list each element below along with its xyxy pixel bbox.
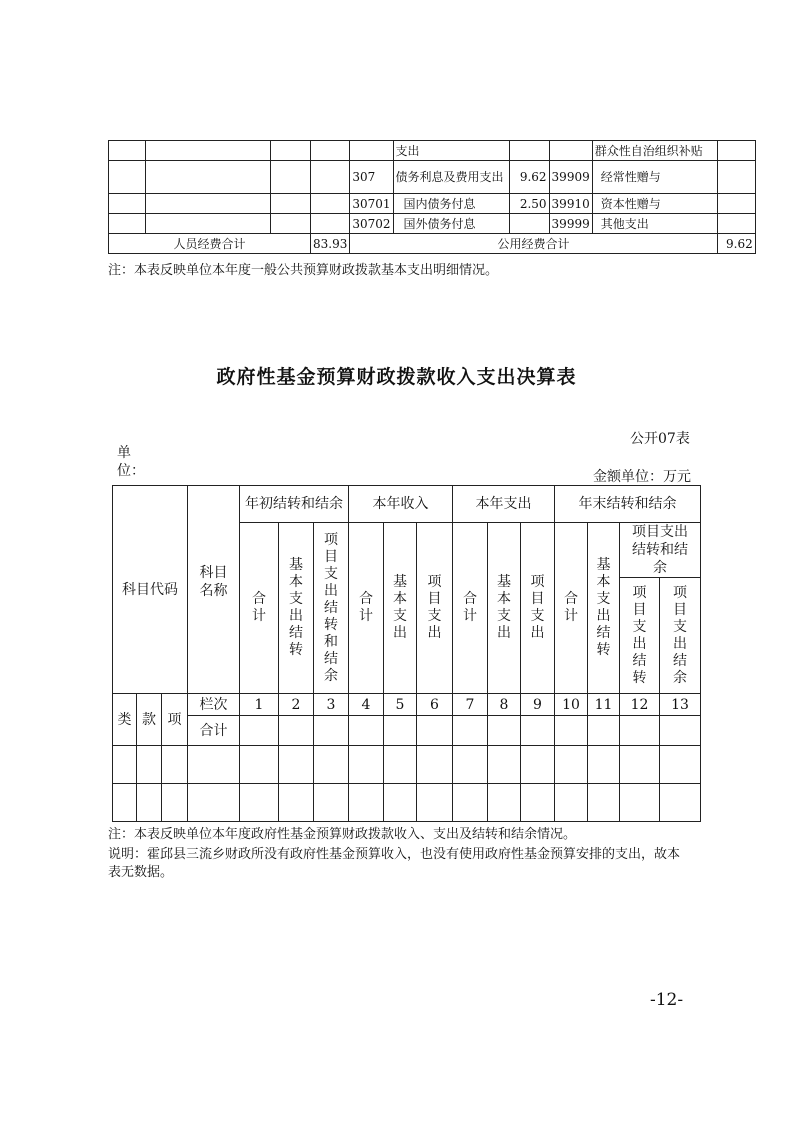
table-cell: 9.62: [509, 161, 549, 194]
table-explanation: 说明：霍邱县三流乡财政所没有政府性基金预算收入，也没有使用政府性基金预算安排的支出，故本表无数据。: [108, 847, 681, 880]
table-cell: 2.50: [509, 194, 549, 214]
table-cell: 债务利息及费用支出: [393, 161, 509, 194]
table-cell: 307: [350, 161, 393, 194]
table-cell: 经常性赠与: [592, 161, 717, 194]
col-header-kuan: 款: [137, 694, 162, 746]
table-row: [109, 194, 756, 214]
col-header-basic: 基本支出: [393, 574, 407, 641]
column-number: 5: [384, 694, 417, 716]
table-cell: [509, 214, 549, 234]
public-total-value: 9.62: [717, 234, 755, 254]
table-cell: [717, 161, 755, 194]
page-title: 政府性基金预算财政拨款收入支出决算表: [216, 366, 577, 388]
group-header-closing: 年末结转和结余: [555, 486, 701, 523]
col-header-project-carry-balance: 项目支出结转和结余: [324, 531, 338, 684]
table-cell: 群众性自治组织补贴: [592, 141, 717, 161]
table-cell: [350, 141, 393, 161]
table-cell: [549, 141, 592, 161]
col-header-total: 合计: [359, 591, 373, 624]
table-row: [109, 141, 756, 161]
page-number: -12-: [650, 990, 684, 1010]
col-header-project-carry: 项目支出结转: [632, 584, 647, 686]
fund-budget-table: [112, 485, 701, 822]
column-number: 11: [588, 694, 620, 716]
col-header-total: 合计: [463, 591, 477, 624]
table-cell: [509, 141, 549, 161]
column-number: 2: [279, 694, 314, 716]
table-cell: [717, 141, 755, 161]
table-cell: [717, 194, 755, 214]
public-total-label: 公用经费合计: [350, 234, 717, 254]
column-number: 12: [620, 694, 660, 716]
table-cell: 39909: [549, 161, 592, 194]
column-number: 9: [521, 694, 555, 716]
table-row: [113, 784, 701, 822]
col-header-basic: 基本支出: [497, 574, 511, 641]
col-header-xiang: 项: [162, 694, 188, 746]
table-cell: 其他支出: [592, 214, 717, 234]
prev-expense-table: [108, 140, 756, 254]
col-header-project-balance: 项目支出结余: [673, 584, 687, 686]
table-row: [113, 746, 701, 784]
column-number: 3: [314, 694, 349, 716]
column-number: 6: [417, 694, 453, 716]
column-number: 8: [488, 694, 521, 716]
col-header-total: 合计: [564, 591, 578, 624]
amount-unit: 金额单位：万元: [593, 469, 691, 485]
col-header-project: 项目支出: [427, 574, 442, 641]
table-row: [109, 214, 756, 234]
column-index-label: 栏次: [188, 694, 240, 716]
table-cell: 39999: [549, 214, 592, 234]
group-header-expense: 本年支出: [453, 486, 555, 523]
col-header-name: 科目名称: [188, 486, 240, 694]
table-note: 注：本表反映单位本年度政府性基金预算财政拨款收入、支出及结转和结余情况。: [108, 827, 577, 842]
personnel-total-label: 人员经费合计: [109, 234, 311, 254]
total-row-label: 合计: [188, 716, 240, 746]
table-cell: 30702: [350, 214, 393, 234]
table-total-row: [109, 234, 756, 254]
col-header-basic-carry: 基本支出结转: [596, 557, 611, 658]
table-row: [109, 161, 756, 194]
table-cell: 资本性赠与: [592, 194, 717, 214]
table-cell: 30701: [350, 194, 393, 214]
column-number-row: [113, 694, 701, 716]
col-header-total: 合计: [252, 591, 266, 624]
header-row: [113, 486, 701, 523]
col-header-lei: 类: [113, 694, 137, 746]
column-number: 13: [660, 694, 701, 716]
column-number: 10: [555, 694, 588, 716]
group-header-income: 本年收入: [349, 486, 453, 523]
column-number: 4: [349, 694, 384, 716]
table-cell: 国内债务付息: [393, 194, 509, 214]
table-cell: 支出: [393, 141, 509, 161]
col-header-code: 科目代码: [113, 486, 188, 694]
prev-table-note: 注：本表反映单位本年度一般公共预算财政拨款基本支出明细情况。: [108, 263, 499, 278]
column-number: 1: [240, 694, 279, 716]
table-cell: 国外债务付息: [393, 214, 509, 234]
col-header-basic-carry: 基本支出结转: [289, 557, 303, 658]
group-header-opening: 年初结转和结余: [240, 486, 349, 523]
total-row: [113, 716, 701, 746]
table-cell: 39910: [549, 194, 592, 214]
table-cell: [717, 214, 755, 234]
column-number: 7: [453, 694, 488, 716]
group-header-closing-project: 项目支出结转和结余: [620, 523, 701, 578]
col-header-project: 项目支出: [530, 574, 545, 641]
table-number: 公开07表: [630, 431, 690, 447]
personnel-total-value: 83.93: [311, 234, 350, 254]
unit-label: 单位：: [117, 445, 145, 479]
